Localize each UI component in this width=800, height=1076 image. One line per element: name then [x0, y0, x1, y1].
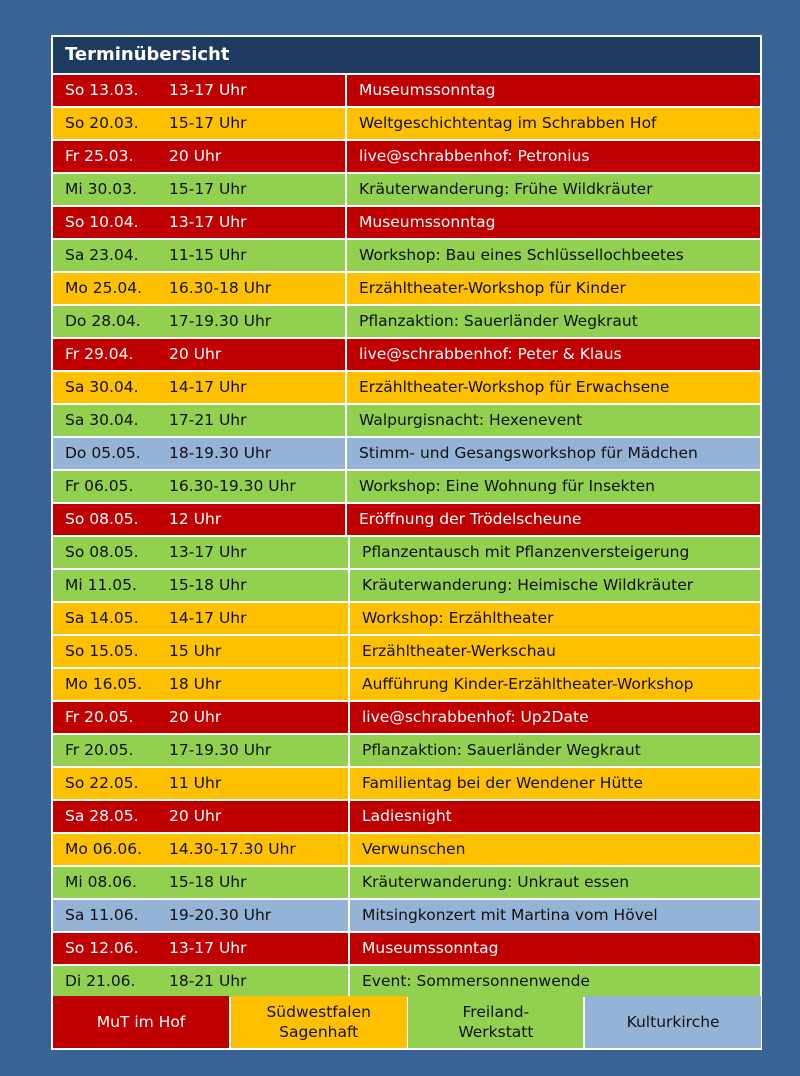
event-title: Mitsingkonzert mit Martina vom Hövel: [350, 900, 760, 931]
event-time: 14.30-17.30 Uhr: [169, 840, 296, 858]
table-title: Terminübersicht: [53, 37, 760, 73]
event-time: 18-19.30 Uhr: [169, 444, 272, 462]
event-date: Sa 28.05.: [65, 807, 139, 825]
event-row: [53, 966, 760, 997]
event-date: Sa 14.05.: [65, 609, 139, 627]
event-title: Event: Sommersonnenwende: [350, 966, 760, 997]
event-title: Workshop: Erzähltheater: [350, 603, 760, 634]
event-date: So 22.05.: [65, 774, 139, 792]
event-title: Ladiesnight: [350, 801, 760, 832]
event-time: 17-21 Uhr: [169, 411, 247, 429]
event-row: [53, 108, 760, 139]
event-datetime-cell: [53, 636, 348, 667]
event-time: 16.30-18 Uhr: [169, 279, 272, 297]
event-time: 15-18 Uhr: [169, 873, 247, 891]
event-time: 18 Uhr: [169, 675, 222, 693]
event-row: [53, 438, 760, 469]
event-datetime-cell: [53, 504, 345, 535]
event-title: Kräuterwanderung: Unkraut essen: [350, 867, 760, 898]
event-title: Weltgeschichtentag im Schrabben Hof: [347, 108, 760, 139]
event-time: 15-17 Uhr: [169, 114, 247, 132]
event-date: Sa 30.04.: [65, 411, 139, 429]
event-datetime-cell: [53, 669, 348, 700]
event-title: Museumssonntag: [347, 207, 760, 238]
event-date: Sa 11.06.: [65, 906, 139, 924]
event-title: Erzähltheater-Werkschau: [350, 636, 760, 667]
event-row: [53, 702, 760, 733]
event-time: 20 Uhr: [169, 147, 222, 165]
event-row: [53, 603, 760, 634]
event-datetime-cell: [53, 471, 345, 502]
event-date: So 13.03.: [65, 81, 139, 99]
event-date: Do 28.04.: [65, 312, 141, 330]
event-date: So 08.05.: [65, 510, 139, 528]
event-datetime-cell: [53, 273, 345, 304]
event-title: Workshop: Eine Wohnung für Insekten: [347, 471, 760, 502]
event-title: Pflanzaktion: Sauerländer Wegkraut: [350, 735, 760, 766]
event-date: Fr 29.04.: [65, 345, 134, 363]
event-time: 17-19.30 Uhr: [169, 312, 272, 330]
event-date: Mo 16.05.: [65, 675, 143, 693]
event-time: 14-17 Uhr: [169, 609, 247, 627]
event-date: So 12.06.: [65, 939, 139, 957]
event-title: Pflanzentausch mit Pflanzenversteigerung: [350, 537, 760, 568]
event-row: [53, 834, 760, 865]
event-title: Stimm- und Gesangsworkshop für Mädchen: [347, 438, 760, 469]
event-datetime-cell: [53, 75, 345, 106]
event-row: [53, 933, 760, 964]
event-time: 15 Uhr: [169, 642, 222, 660]
event-time: 13-17 Uhr: [169, 939, 247, 957]
event-row: [53, 405, 760, 436]
event-title: Pflanzaktion: Sauerländer Wegkraut: [347, 306, 760, 337]
event-datetime-cell: [53, 339, 345, 370]
event-time: 15-18 Uhr: [169, 576, 247, 594]
event-row: [53, 768, 760, 799]
event-row: [53, 75, 760, 106]
event-datetime-cell: [53, 537, 348, 568]
event-datetime-cell: [53, 768, 348, 799]
event-datetime-cell: [53, 801, 348, 832]
event-time: 13-17 Uhr: [169, 543, 247, 561]
event-row: [53, 339, 760, 370]
event-time: 13-17 Uhr: [169, 213, 247, 231]
event-title: Aufführung Kinder-Erzähltheater-Workshop: [350, 669, 760, 700]
event-date: Mi 08.06.: [65, 873, 137, 891]
event-date: Fr 20.05.: [65, 741, 134, 759]
event-datetime-cell: [53, 735, 348, 766]
event-row: [53, 636, 760, 667]
event-row: [53, 570, 760, 601]
event-row: [53, 372, 760, 403]
event-datetime-cell: [53, 570, 348, 601]
event-datetime-cell: [53, 867, 348, 898]
event-datetime-cell: [53, 966, 348, 997]
event-title: Walpurgisnacht: Hexenevent: [347, 405, 760, 436]
event-row: [53, 669, 760, 700]
event-date: Sa 30.04.: [65, 378, 139, 396]
event-title: Museumssonntag: [350, 933, 760, 964]
event-title: Museumssonntag: [347, 75, 760, 106]
event-date: Sa 23.04.: [65, 246, 139, 264]
event-datetime-cell: [53, 933, 348, 964]
event-time: 15-17 Uhr: [169, 180, 247, 198]
event-row: [53, 471, 760, 502]
event-title: Erzähltheater-Workshop für Erwachsene: [347, 372, 760, 403]
event-datetime-cell: [53, 900, 348, 931]
event-time: 11 Uhr: [169, 774, 222, 792]
event-datetime-cell: [53, 372, 345, 403]
event-title: Eröffnung der Trödelscheune: [347, 504, 760, 535]
event-title: live@schrabbenhof: Petronius: [347, 141, 760, 172]
event-datetime-cell: [53, 405, 345, 436]
event-title: Kräuterwanderung: Frühe Wildkräuter: [347, 174, 760, 205]
event-time: 14-17 Uhr: [169, 378, 247, 396]
event-date: So 10.04.: [65, 213, 139, 231]
event-time: 19-20.30 Uhr: [169, 906, 272, 924]
event-row: [53, 537, 760, 568]
event-time: 20 Uhr: [169, 708, 222, 726]
event-date: So 20.03.: [65, 114, 139, 132]
event-date: Do 05.05.: [65, 444, 141, 462]
event-datetime-cell: [53, 141, 345, 172]
event-time: 20 Uhr: [169, 807, 222, 825]
event-time: 20 Uhr: [169, 345, 222, 363]
legend-item: Südwestfalen Sagenhaft: [231, 996, 407, 1048]
event-title: live@schrabbenhof: Up2Date: [350, 702, 760, 733]
event-row: [53, 801, 760, 832]
event-date: Fr 25.03.: [65, 147, 134, 165]
legend-item: Freiland- Werkstatt: [408, 996, 583, 1048]
event-date: Mi 30.03.: [65, 180, 137, 198]
event-date: Mo 06.06.: [65, 840, 143, 858]
event-datetime-cell: [53, 174, 345, 205]
event-date: So 15.05.: [65, 642, 139, 660]
event-datetime-cell: [53, 834, 348, 865]
event-title: Erzähltheater-Workshop für Kinder: [347, 273, 760, 304]
event-row: [53, 504, 760, 535]
event-time: 11-15 Uhr: [169, 246, 247, 264]
event-time: 13-17 Uhr: [169, 81, 247, 99]
event-row: [53, 900, 760, 931]
event-date: Fr 06.05.: [65, 477, 134, 495]
event-row: [53, 207, 760, 238]
event-title: Familientag bei der Wendener Hütte: [350, 768, 760, 799]
event-datetime-cell: [53, 603, 348, 634]
event-row: [53, 735, 760, 766]
event-date: Di 21.06.: [65, 972, 136, 990]
event-datetime-cell: [53, 240, 345, 271]
event-title: Verwunschen: [350, 834, 760, 865]
event-datetime-cell: [53, 207, 345, 238]
event-row: [53, 273, 760, 304]
event-row: [53, 141, 760, 172]
event-time: 18-21 Uhr: [169, 972, 247, 990]
legend-item: Kulturkirche: [585, 996, 761, 1048]
event-datetime-cell: [53, 108, 345, 139]
event-date: Mo 25.04.: [65, 279, 143, 297]
event-time: 17-19.30 Uhr: [169, 741, 272, 759]
event-date: Mi 11.05.: [65, 576, 137, 594]
event-row: [53, 240, 760, 271]
event-row: [53, 174, 760, 205]
event-date: So 08.05.: [65, 543, 139, 561]
event-title: Kräuterwanderung: Heimische Wildkräuter: [350, 570, 760, 601]
event-row: [53, 306, 760, 337]
event-date: Fr 20.05.: [65, 708, 134, 726]
color-legend: [53, 996, 760, 1048]
event-datetime-cell: [53, 702, 348, 733]
event-row: [53, 867, 760, 898]
legend-item: MuT im Hof: [53, 996, 229, 1048]
event-datetime-cell: [53, 438, 345, 469]
event-title: Workshop: Bau eines Schlüssellochbeetes: [347, 240, 760, 271]
schedule-table: [51, 35, 762, 1050]
event-time: 12 Uhr: [169, 510, 222, 528]
event-time: 16.30-19.30 Uhr: [169, 477, 296, 495]
event-title: live@schrabbenhof: Peter & Klaus: [347, 339, 760, 370]
event-datetime-cell: [53, 306, 345, 337]
